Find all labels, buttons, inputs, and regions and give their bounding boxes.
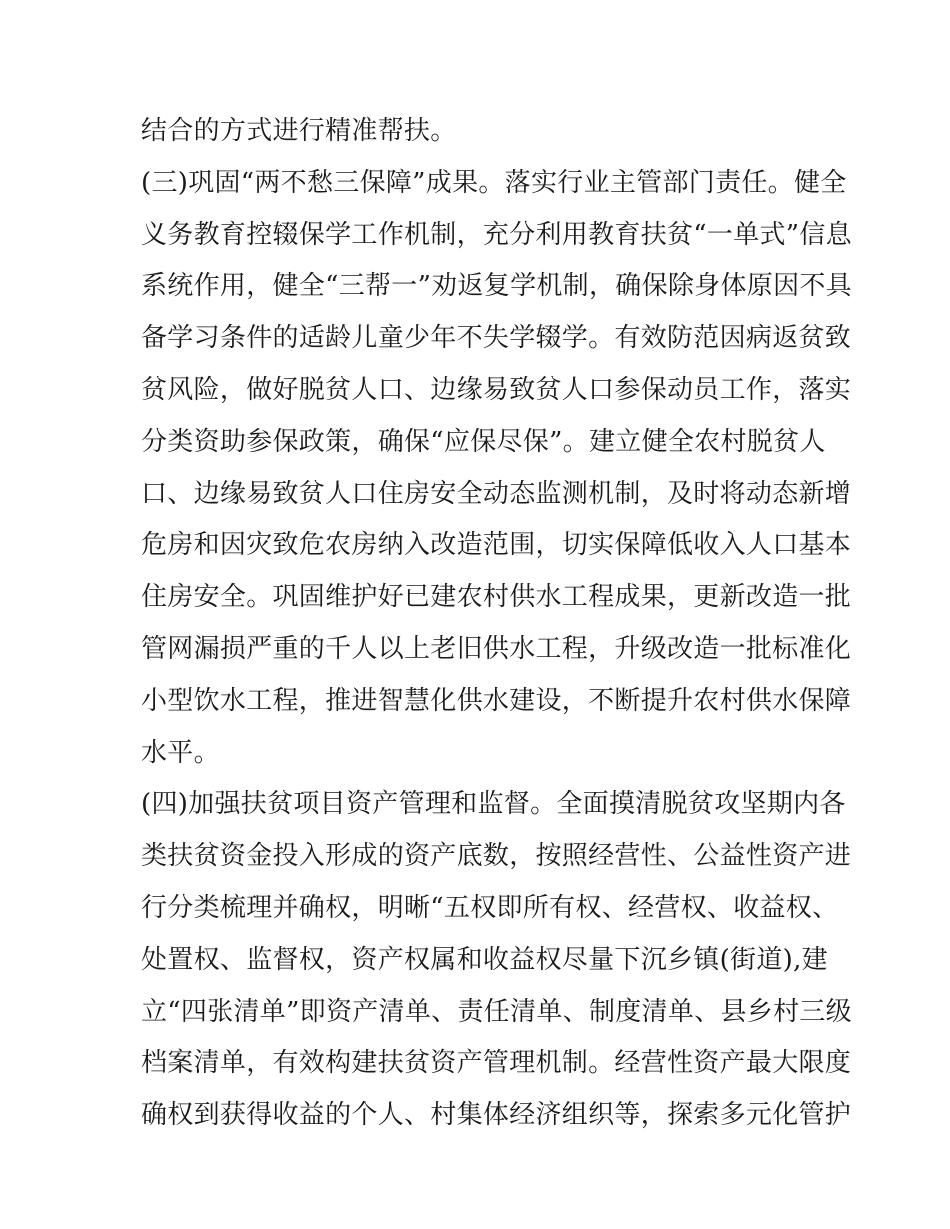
text-line: 口、边缘易致贫人口住房安全动态监测机制，及时将动态新增: [141, 478, 852, 509]
text-line: 档案清单，有效构建扶贫资产管理机制。经营性资产最大限度: [141, 1048, 852, 1079]
text-line: 行分类梳理并确权，明晰“五权即所有权、经营权、收益权、: [141, 892, 839, 923]
text-line: 处置权、监督权，资产权属和收益权尽量下沉乡镇(街道),建: [141, 944, 828, 975]
text-line: 水平。: [141, 737, 220, 768]
body-text: [141, 106, 852, 1142]
text-line: 小型饮水工程，推进智慧化供水建设，不断提升农村供水保障: [141, 685, 852, 716]
text-line: 类扶贫资金投入形成的资产底数，按照经营性、公益性资产进: [141, 841, 852, 872]
text-line: 义务教育控辍保学工作机制，充分利用教育扶贫“一单式”信息: [141, 219, 852, 250]
text-line: 贫风险，做好脱贫人口、边缘易致贫人口参保动员工作，落实: [141, 374, 852, 405]
text-line: 立“四张清单”即资产清单、责任清单、制度清单、县乡村三级: [141, 996, 852, 1027]
text-line: (三)巩固“两不愁三保障”成果。落实行业主管部门责任。健全: [141, 167, 847, 198]
text-line: 系统作用，健全“三帮一”劝返复学机制，确保除身体原因不具: [141, 271, 852, 302]
text-line: 危房和因灾致危农房纳入改造范围，切实保障低收入人口基本: [141, 530, 852, 561]
text-line: 备学习条件的适龄儿童少年不失学辍学。有效防范因病返贫致: [141, 323, 852, 354]
text-line: (四)加强扶贫项目资产管理和监督。全面摸清脱贫攻坚期内各: [141, 789, 846, 820]
text-line: 管网漏损严重的千人以上老旧供水工程，升级改造一批标准化: [141, 633, 852, 664]
text-line: 分类资助参保政策，确保“应保尽保”。建立健全农村脱贫人: [141, 426, 826, 457]
text-line: 确权到获得收益的个人、村集体经济组织等，探索多元化管护: [141, 1100, 852, 1131]
text-line: 住房安全。巩固维护好已建农村供水工程成果，更新改造一批: [141, 582, 852, 613]
text-line: 结合的方式进行精准帮扶。: [141, 116, 457, 146]
